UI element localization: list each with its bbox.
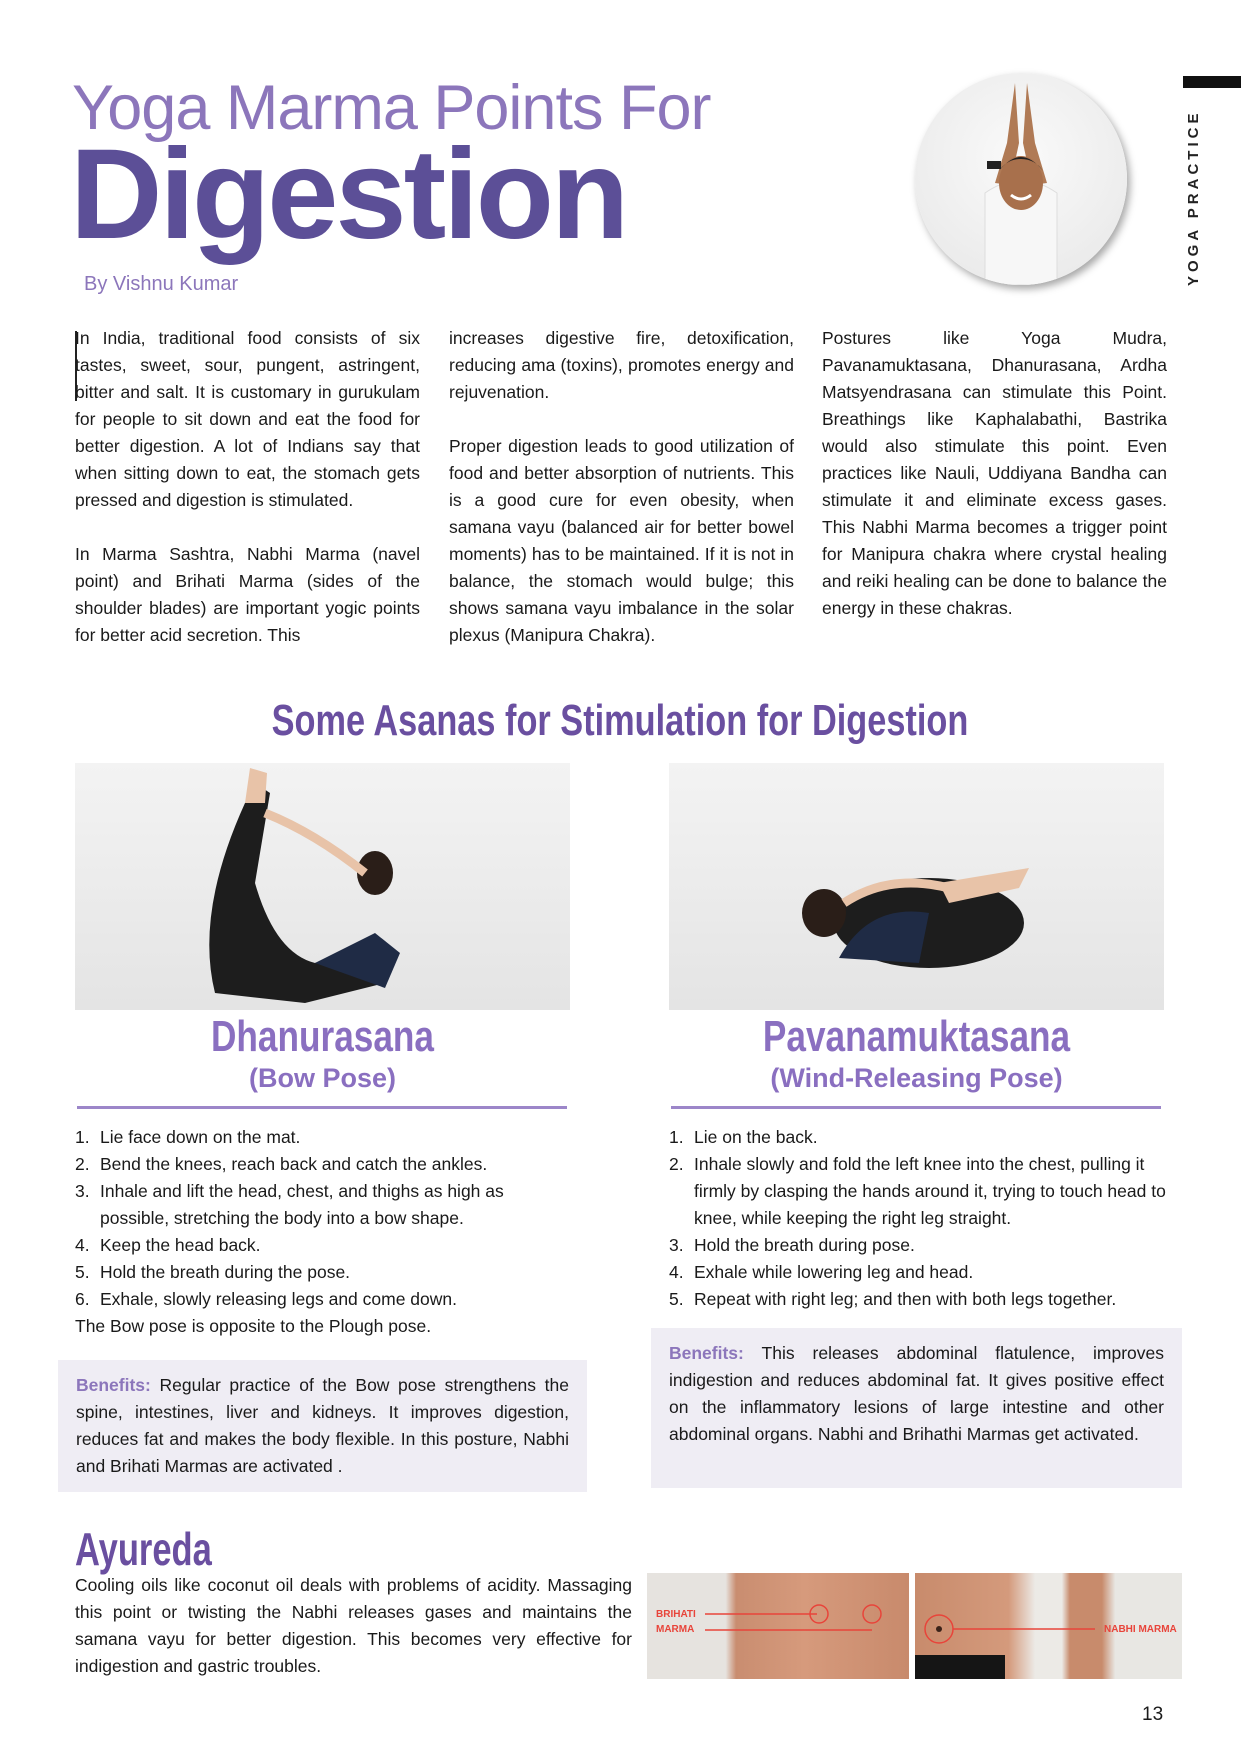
step-item <box>75 1124 575 1151</box>
byline: By Vishnu Kumar <box>84 273 239 295</box>
step-number: 2. <box>669 1154 684 1174</box>
step-text: Inhale and lift the head, chest, and thighs as high as possible, stretching the body into a bow shape. <box>100 1181 504 1228</box>
step-text: Hold the breath during the pose. <box>100 1262 351 1282</box>
step-item <box>669 1259 1166 1286</box>
nabhi-label: NABHI MARMA <box>1104 1624 1177 1635</box>
intro-column-1 <box>75 325 420 676</box>
step-item <box>75 1259 575 1286</box>
step-number: 4. <box>75 1235 90 1255</box>
step-item <box>669 1232 1166 1259</box>
step-number: 5. <box>669 1289 684 1309</box>
divider <box>671 1106 1161 1109</box>
step-number: 2. <box>75 1154 90 1174</box>
step-item <box>669 1151 1166 1232</box>
dhanurasana-steps <box>75 1124 575 1340</box>
step-number: 5. <box>75 1262 90 1282</box>
page-number: 13 <box>1142 1704 1164 1725</box>
step-number: 1. <box>669 1127 684 1147</box>
step-item <box>669 1124 1166 1151</box>
step-item <box>75 1286 575 1313</box>
step-text: Repeat with right leg; and then with both legs together. <box>694 1289 1117 1309</box>
pose-subtitle: (Wind-Releasing Pose) <box>770 1063 1063 1093</box>
step-text: Inhale slowly and fold the left knee into the chest, pulling it firmly by clasping the hands around it, trying to touch head to knee, while keeping the right leg straight. <box>694 1154 1166 1228</box>
dhanurasana-photo <box>75 763 570 1010</box>
benefits-label: Benefits: <box>669 1343 744 1363</box>
paragraph: In India, traditional food consists of six tastes, sweet, sour, pungent, astringent, bitter and salt. It is customary in gurukulam for people to sit down and eat the food for better digestion. A lot of Indians say that when sitting down to eat, the stomach gets pressed and digestion is stimulated. <box>75 328 420 510</box>
benefits-text: This releases abdominal flatulence, improves indigestion and reduces abdominal fat. It gives positive effect on the inflammatory lesions of large intestine and other abdominal organs. Nabhi and Brihathi Marmas get activated. <box>669 1343 1165 1444</box>
intro-column-2 <box>449 325 794 676</box>
pavanamuktasana-photo <box>669 763 1164 1010</box>
pose-name: Dhanurasana <box>210 1012 434 1061</box>
marker-arrow <box>915 1573 1182 1679</box>
step-item <box>75 1232 575 1259</box>
paragraph: increases digestive fire, detoxification, reducing ama (toxins), promotes energy and rejuvenation. <box>449 328 794 402</box>
step-text: Bend the knees, reach back and catch the ankles. <box>100 1154 488 1174</box>
step-text: Exhale, slowly releasing legs and come down. <box>100 1289 457 1309</box>
note: The Bow pose is opposite to the Plough pose. <box>75 1316 432 1336</box>
intro-column-3 <box>822 325 1167 649</box>
dhanurasana-benefits-box <box>58 1360 587 1492</box>
step-text: Lie face down on the mat. <box>100 1127 301 1147</box>
title-line-1: Yoga Marma Points For <box>72 73 711 143</box>
asanas-heading: Some Asanas for Stimulation for Digestion <box>271 696 969 745</box>
step-item <box>75 1178 575 1232</box>
step-text: Hold the breath during pose. <box>694 1235 915 1255</box>
step-item <box>669 1286 1166 1313</box>
paragraph: In Marma Sashtra, Nabhi Marma (navel point) and Brihati Marma (sides of the shoulder blades) are important yogic points for better acid secretion. This <box>75 544 420 645</box>
step-number: 1. <box>75 1127 90 1147</box>
step-text: Lie on the back. <box>694 1127 818 1147</box>
divider <box>77 1106 567 1109</box>
paragraph: Proper digestion leads to good utilization of food and better absorption of nutrients. This is a good cure for even obesity, when samana vayu (balanced air for better bowel moments) has to be maintained. If it is not in balance, the stomach would bulge; this shows samana vayu imbalance in the solar plexus (Manipura Chakra). <box>449 436 794 645</box>
benefits-text: Regular practice of the Bow pose strengthens the spine, intestines, liver and kidneys. It improves digestion, reduces fat and makes the body flexible. In this posture, Nabhi and Brihati Marmas are activated . <box>76 1375 569 1476</box>
nabhi-marma-photo <box>915 1573 1182 1679</box>
title-main: Digestion <box>70 123 627 266</box>
marker-arrows <box>647 1573 909 1679</box>
section-label: YOGA PRACTICE <box>1185 109 1202 286</box>
ayurveda-text: Cooling oils like coconut oil deals with problems of acidity. Massaging this point or twisting the Nabhi releases gases and maintains the samana vayu for better digestion. This becomes very effective for indigestion and gastric troubles. <box>75 1575 632 1676</box>
pavanamuktasana-steps <box>669 1124 1166 1313</box>
paragraph: Postures like Yoga Mudra, Pavanamuktasana, Dhanurasana, Ardha Matsyendrasana can stimulate this Point. Breathings like Kaphalabathi, Bastrika would also stimulate this point. Even practices like Nauli, Uddiyana Bandha can stimulate it and eliminate excess gases. This Nabhi Marma becomes a trigger point for Manipura chakra where crystal healing and reiki healing can be done to balance the energy in these chakras. <box>822 328 1167 618</box>
step-text: Exhale while lowering leg and head. <box>694 1262 974 1282</box>
pavanamuktasana-benefits-box <box>651 1328 1182 1488</box>
brihati-marma-photo <box>647 1573 909 1679</box>
pose-subtitle: (Bow Pose) <box>248 1063 396 1093</box>
brihati-label: BRIHATI <box>656 1609 696 1620</box>
section-tab-bar <box>1183 76 1241 88</box>
step-number: 4. <box>669 1262 684 1282</box>
step-number: 3. <box>669 1235 684 1255</box>
benefits-label: Benefits: <box>76 1375 151 1395</box>
step-number: 3. <box>75 1181 90 1201</box>
ayurveda-heading: Ayureda <box>75 1523 212 1575</box>
author-portrait <box>915 73 1127 285</box>
marma-label: MARMA <box>656 1624 695 1635</box>
step-number: 6. <box>75 1289 90 1309</box>
step-item <box>75 1151 575 1178</box>
step-text: Keep the head back. <box>100 1235 261 1255</box>
pose-name: Pavanamuktasana <box>762 1012 1071 1061</box>
